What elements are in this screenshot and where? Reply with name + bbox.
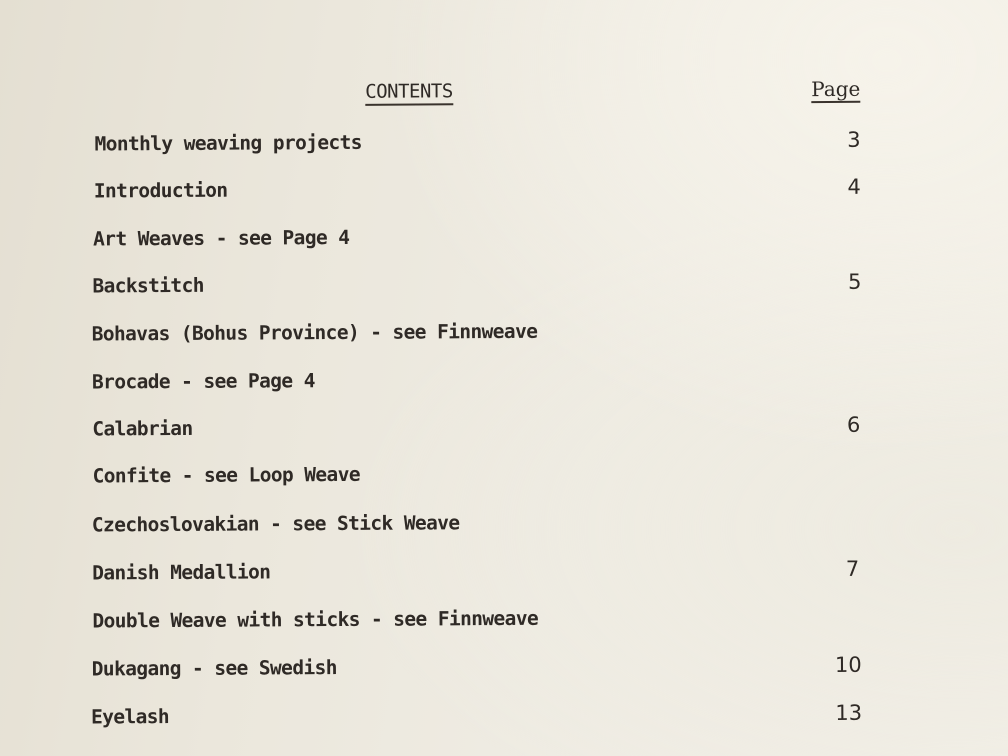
toc-entry-title: Czechoslovakian - see Stick Weave	[91, 511, 460, 537]
toc-entry-title: Backstitch	[92, 273, 204, 298]
contents-heading: CONTENTS	[365, 80, 453, 106]
toc-entry-page: 5	[847, 269, 862, 294]
toc-entry	[0, 173, 1007, 209]
toc-entry-page: 7	[845, 556, 860, 581]
toc-entry-title: Dukagang - see Swedish	[91, 656, 337, 681]
toc-entry-page: 13	[835, 700, 863, 725]
toc-entry-page: 3	[847, 127, 861, 152]
toc-entry-page: 6	[846, 412, 861, 437]
toc-entry	[1, 555, 1008, 591]
toc-entry-title: Double Weave with sticks - see Finnweave	[92, 606, 539, 633]
toc-entry	[2, 699, 1008, 735]
toc-entry	[1, 603, 1008, 639]
toc-entry	[2, 651, 1008, 687]
toc-entry-page: 4	[847, 174, 861, 199]
toc-entry	[1, 458, 1008, 494]
toc-entry	[0, 364, 1008, 400]
toc-entry	[0, 268, 1008, 304]
toc-entry-title: Brocade - see Page 4	[91, 369, 315, 394]
toc-entry-title: Confite - see Loop Weave	[92, 462, 361, 488]
toc-entry-title: Eyelash	[90, 705, 170, 729]
toc-entry	[0, 411, 1008, 447]
toc-entry-title: Calabrian	[92, 416, 193, 441]
toc-entry-title: Danish Medallion	[92, 560, 271, 585]
page-column-heading: Page	[811, 76, 861, 102]
toc-entry	[1, 507, 1008, 543]
toc-entry-title: Art Weaves - see Page 4	[93, 225, 350, 251]
toc-entry	[0, 126, 1007, 162]
toc-entry-page: 10	[834, 652, 862, 677]
toc-entry-title: Bohavas (Bohus Province) - see Finnweave	[91, 319, 538, 346]
toc-entry-title: Monthly weaving projects	[94, 130, 362, 156]
toc-entry	[0, 221, 1007, 257]
toc-entry	[0, 316, 1008, 352]
toc-entry-title: Introduction	[93, 178, 228, 203]
